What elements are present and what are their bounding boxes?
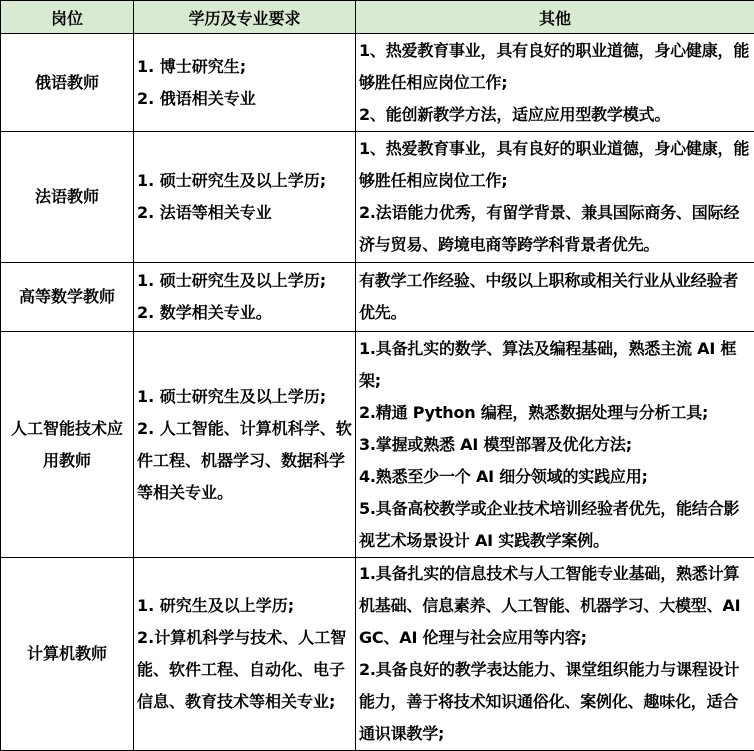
other-cell <box>356 332 754 558</box>
position-cell: 人工智能技术应用教师 <box>1 332 134 558</box>
requirement-line: 1. 硕士研究生及以上学历; <box>137 381 352 413</box>
other-cell <box>356 263 754 332</box>
position-cell: 高等数学教师 <box>1 263 134 332</box>
position-cell: 俄语教师 <box>1 34 134 132</box>
other-line: 有教学工作经验、中级以上职称或相关行业从业经验者优先。 <box>359 265 751 329</box>
requirement-line: 1. 硕士研究生及以上学历; <box>137 165 352 197</box>
table-row <box>1 558 754 751</box>
requirement-line: 2. 数学相关专业。 <box>137 297 352 329</box>
other-line: 3.掌握或熟悉 AI 模型部署及优化方法; <box>359 429 751 461</box>
requirement-line: 1. 研究生及以上学历; <box>137 590 352 622</box>
table-header-row <box>1 1 754 34</box>
header-position: 岗位 <box>1 1 134 34</box>
other-cell <box>356 132 754 263</box>
requirements-cell <box>134 132 356 263</box>
other-line: 1.具备扎实的信息技术与人工智能专业基础，熟悉计算机基础、信息素养、人工智能、机器学习、大模型、AIGC、AI 伦理与社会应用等内容; <box>359 558 751 654</box>
other-line: 2.法语能力优秀，有留学背景、兼具国际商务、国际经济与贸易、跨境电商等跨学科背景者优先。 <box>359 197 751 261</box>
requirement-line: 1. 硕士研究生及以上学历; <box>137 265 352 297</box>
other-line: 5.具备高校教学或企业技术培训经验者优先，能结合影视艺术场景设计 AI 实践教学案例。 <box>359 493 751 557</box>
table-row <box>1 332 754 558</box>
table-row <box>1 34 754 132</box>
requirements-cell <box>134 34 356 132</box>
requirements-cell <box>134 558 356 751</box>
other-line: 2.具备良好的教学表达能力、课堂组织能力与课程设计能力，善于将技术知识通俗化、案例化、趣味化，适合通识课教学; <box>359 654 751 750</box>
position-cell: 法语教师 <box>1 132 134 263</box>
requirement-line: 1. 博士研究生; <box>137 51 352 83</box>
other-line: 1、热爱教育事业，具有良好的职业道德，身心健康，能够胜任相应岗位工作; <box>359 35 751 99</box>
other-line: 2、能创新教学方法，适应应用型教学模式。 <box>359 99 751 131</box>
requirement-line: 2. 法语等相关专业 <box>137 197 352 229</box>
requirements-cell <box>134 263 356 332</box>
requirement-line: 2. 人工智能、计算机科学、软件工程、机器学习、数据科学等相关专业。 <box>137 413 352 509</box>
other-line: 2.精通 Python 编程，熟悉数据处理与分析工具; <box>359 397 751 429</box>
table-row <box>1 263 754 332</box>
requirement-line: 2. 俄语相关专业 <box>137 83 352 115</box>
header-other: 其他 <box>356 1 754 34</box>
header-requirements: 学历及专业要求 <box>134 1 356 34</box>
other-line: 1、热爱教育事业，具有良好的职业道德，身心健康，能够胜任相应岗位工作; <box>359 133 751 197</box>
other-line: 4.熟悉至少一个 AI 细分领域的实践应用; <box>359 461 751 493</box>
table-row <box>1 132 754 263</box>
requirements-cell <box>134 332 356 558</box>
other-cell <box>356 558 754 751</box>
other-cell <box>356 34 754 132</box>
position-cell: 计算机教师 <box>1 558 134 751</box>
requirement-line: 2.计算机科学与技术、人工智能、软件工程、自动化、电子信息、教育技术等相关专业; <box>137 622 352 718</box>
other-line: 1.具备扎实的数学、算法及编程基础，熟悉主流 AI 框架; <box>359 333 751 397</box>
